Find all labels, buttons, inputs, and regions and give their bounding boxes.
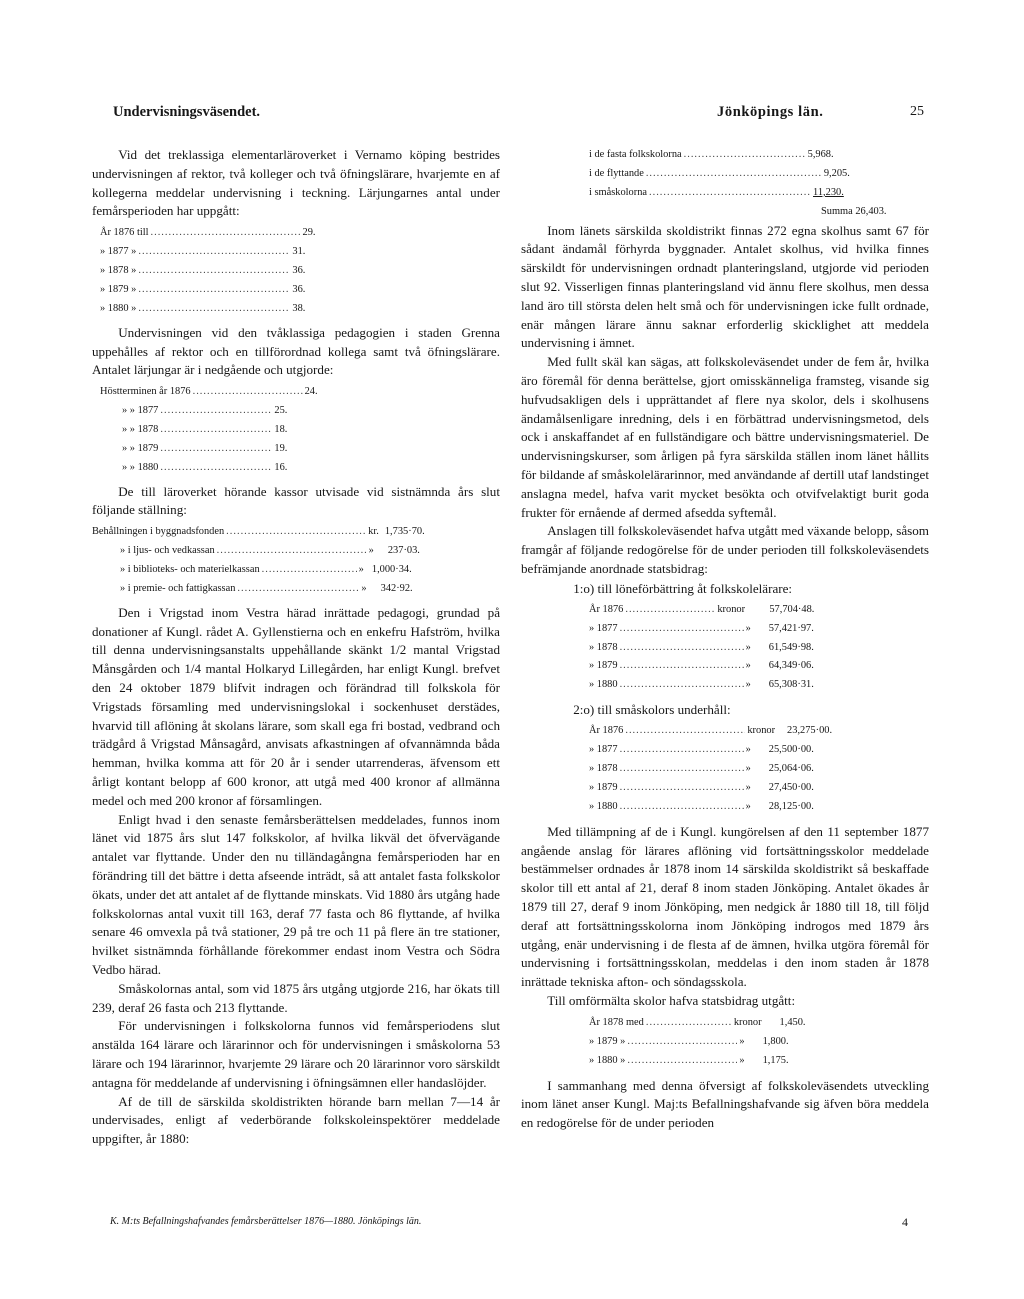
- sum-row: Summa 26,403.: [821, 205, 887, 217]
- continuation-school-grant-list: [589, 1014, 929, 1071]
- small-school-grant-list: [589, 722, 929, 817]
- list-item: » 1877 ..... » 57,421·97.: [589, 620, 929, 639]
- list-item: » » 1880 ..... 16.: [100, 459, 500, 478]
- list-item: » 1880 » ..... 38.: [100, 300, 500, 319]
- paragraph: Med fullt skäl kan sägas, att folkskoleväsendet under de fem år, hvilka äro föremål för denna berättelse, gjort omisskänneliga framsteg, visande sig hufvudsakligen dels i upprättandet af flere nya skolor, dels i skolhusens ändamålsenligare inredning, dels i en förbättrad undervisningsmetod, dels ock i anskaffandet af en fullständigare och bättre undervisningsmateriel. De undervisningskurser, som årligen på fyra särskilda ställen inom länet hållits för bildande af småskolelärarinnor, med användande af dertill utaf landstinget anslagna medel, hafva varit mycket besökta och otvifvelaktigt burit goda frukter för ernående af dermed afsedda syftemål.: [521, 354, 929, 520]
- pupil-count-list: [589, 146, 929, 222]
- list-item: År 1876 ..... kronor 23,275·00.: [589, 722, 929, 741]
- list-item: » i ljus- och vedkassan ..... » 237·03.: [92, 542, 500, 561]
- paragraph: Vid det treklassiga elementarläroverket i Vernamo köping bestrides undervisningen af rektor, två kolleger och två öfningslärare, hvarjemte en af kollegerna meddelar undervisning i teckning. Lärjungarnes antal under femårsperioden har uppgått:: [92, 147, 500, 219]
- list-item: Behållningen i byggnadsfonden ..... kr. 1,735·70.: [92, 523, 500, 542]
- list-item: » 1877 » ..... 31.: [100, 243, 500, 262]
- section-heading: 2:o) till småskolors underhåll:: [573, 702, 731, 718]
- list-item: » 1880 ..... » 28,125·00.: [589, 798, 929, 817]
- paragraph: Den i Vrigstad inom Vestra härad inrättade pedagogi, grundad på donationer af Kungl. rådet A. Gyllenstierna och en enkefru Hafström, hvilka till denna undervisningsanstalts uppehållande skänkt 1/2 mantal Vrigstad Månsgården och 1/4 mantal Holkaryd Lillegården, har enligt Kungl. brefvet den 24 oktober 1879 blifvit indragen och förändrad till folkskola för Vrigstads församling med undervisningslokal i sockenhuset derstädes, hvarvid till aflöning åt skolans lärare, som skall ega fri bostad, vedbrand och trädgård å Vrigstad Månsagård, anvisats afkastningen af ofvannämnda båda hemman, hvilka komma att för 20 år i sender utarrenderas, äfvensom ett årligt kontant belopp af 600 kronor, att utgå med 400 kronor af allmänna medel och med 200 kronor af församlingen.: [92, 604, 500, 808]
- right-column: [521, 146, 929, 1133]
- paragraph: Med tillämpning af de i Kungl. kungörelsen af den 11 september 1877 angående anslag för lärares aflöning vid fortsättningsskolor meddelade bestämmelser ordnades år 1878 inom 14 särskilda skoldistrikt så beskaffade skolor till ett antal af 21, deraf 8 inom staden Jönköping. Antalet ökades år 1879 till 27, deraf 9 inom Jönköping, men nedgick år 1880 till 18, till följd deraf att fortsättningsskolorna inom Jönköping indrogos med 1879 års utgång, enär undervisning i de flesta af de ämnen, hvilka utgöra föremål för undervisning i fortsättningsskolan, meddelas i den inom staden år 1878 inrättade tekniska afton- och söndagsskola.: [521, 823, 929, 990]
- paragraph: I sammanhang med denna öfversigt af folkskoleväsendets utveckling inom länet anser Kungl. Maj:ts Befallningshafvande sig äfven böra meddela en redogörelse för de under perioden: [521, 1077, 929, 1131]
- student-count-list: [100, 224, 500, 319]
- list-item: » i biblioteks- och materielkassan ..... » 1,000·34.: [92, 561, 500, 580]
- list-item: » i premie- och fattigkassan ..... » 342·92.: [92, 580, 500, 599]
- signature-mark: 4: [902, 1215, 908, 1229]
- list-item: År 1876 till ..... 29.: [100, 224, 500, 243]
- list-item: » » 1879 ..... 19.: [100, 440, 500, 459]
- running-head-center: Jönköpings län.: [717, 104, 824, 120]
- list-item: i de fasta folkskolorna ..... 5,968.: [589, 146, 929, 165]
- paragraph: Småskolornas antal, som vid 1875 års utgång utgjorde 216, har ökats till 239, deraf 26 fasta och 213 flyttande.: [92, 980, 500, 1015]
- funds-list: [92, 523, 500, 599]
- list-item: » 1880 » ..... » 1,175.: [589, 1052, 929, 1071]
- paragraph: Undervisningen vid den tvåklassiga pedagogien i staden Grenna uppehålles af rektor och en tillförordnad kollega samt två öfningslärare. Antalet lärjungar är i nedgående och utgjorde:: [92, 324, 500, 378]
- list-item: » 1879 ..... » 27,450·00.: [589, 779, 929, 798]
- list-item: » 1880 ..... » 65,308·31.: [589, 676, 929, 695]
- page-number: 25: [910, 104, 924, 119]
- list-item: i de flyttande ..... 9,205.: [589, 165, 929, 184]
- paragraph: De till läroverket hörande kassor utvisade vid sistnämnda års slut följande ställning:: [92, 483, 500, 518]
- footer-citation: K. M:ts Befallningshafvandes femårsberättelser 1876—1880. Jönköpings län.: [110, 1216, 422, 1227]
- list-item: » 1879 » ..... » 1,800.: [589, 1033, 929, 1052]
- paragraph: Enligt hvad i den senaste femårsberättelsen meddelades, funnos inom länet vid 1875 års slut 147 folkskolor, af hvilka likväl det öfvervägande antalet var flyttande. Under den nu tilländagångna femårsperioden har en förändring till det bättre i detta afseende inträdt, så att antalet fasta folkskolor ökats, under det att antalet af de flyttande minskats. Vid 1880 års utgång hade folkskolornas antal vuxit till 163, deraf 77 fasta och 86 flyttande, af hvilka senare 46 omvexla på två stationer, 29 på tre och 11 på flere än tre stationer, hvilket sistnämnda förhållande förekommer endast inom Vestra och Södra Vedbo härad.: [92, 811, 500, 977]
- list-item: » 1878 » ..... 36.: [100, 262, 500, 281]
- list-item: » » 1878 ..... 18.: [100, 421, 500, 440]
- list-item: År 1878 med ..... kronor 1,450.: [589, 1014, 929, 1033]
- list-item: » 1877 ..... » 25,500·00.: [589, 741, 929, 760]
- autumn-term-list: [100, 383, 500, 478]
- paragraph: Inom länets särskilda skoldistrikt finnas 272 egna skolhus samt 67 för sådant ändamål förhyrda byggnader. Antalet skolhus, vid hvilka finnes särskildt för undervisningen ordnadt planteringsland, utgjorde vid perioden slut 92. Visserligen finnas planteringsland vid ännu flere skolhus, men dessa land äro till största delen helt små och för undervisningen icke fullt ordnade, enär mången lärare ännu saknar erforderlig skicklighet att meddela undervisning i ämnet.: [521, 222, 929, 351]
- list-item: » 1878 ..... » 25,064·06.: [589, 760, 929, 779]
- section-heading: 1:o) till löneförbättring åt folkskolelärare:: [573, 580, 793, 596]
- running-head-left: Undervisningsväsendet.: [113, 104, 261, 120]
- salary-grant-list: [589, 601, 929, 696]
- paragraph: Af de till de särskilda skoldistrikten hörande barn mellan 7—14 år undervisades, enligt af vederbörande folkskoleinspektörer meddelade uppgifter, år 1880:: [92, 1093, 500, 1147]
- paragraph: Anslagen till folkskoleväsendet hafva utgått med växande belopp, såsom framgår af följande redogörelse för de under perioden till folkskoleväsendets befrämjande anordnade statsbidrag:: [521, 523, 929, 576]
- list-item: Höstterminen år 1876 ..... 24.: [100, 383, 500, 402]
- list-item: » 1879 ..... » 64,349·06.: [589, 657, 929, 676]
- list-item: i småskolorna ..... 11,230.: [589, 184, 929, 203]
- list-item: » » 1877 ..... 25.: [100, 402, 500, 421]
- list-item: » 1879 » ..... 36.: [100, 281, 500, 300]
- paragraph: För undervisningen i folkskolorna funnos vid femårsperiodens slut anstälda 164 lärare och lärarinnor och för undervisningen i småskolorna 53 lärare och 194 lärarinnor, hvarjemte 29 lärare och 20 lärarinnor voro särskildt antagna för meddelande af undervisning i öfningsämnen eller handaslöjder.: [92, 1018, 500, 1090]
- list-item: År 1876 ..... kronor 57,704·48.: [589, 601, 929, 620]
- list-item: » 1878 ..... » 61,549·98.: [589, 639, 929, 658]
- paragraph: Till omförmälta skolor hafva statsbidrag utgått:: [547, 993, 796, 1008]
- left-column: [92, 146, 500, 1149]
